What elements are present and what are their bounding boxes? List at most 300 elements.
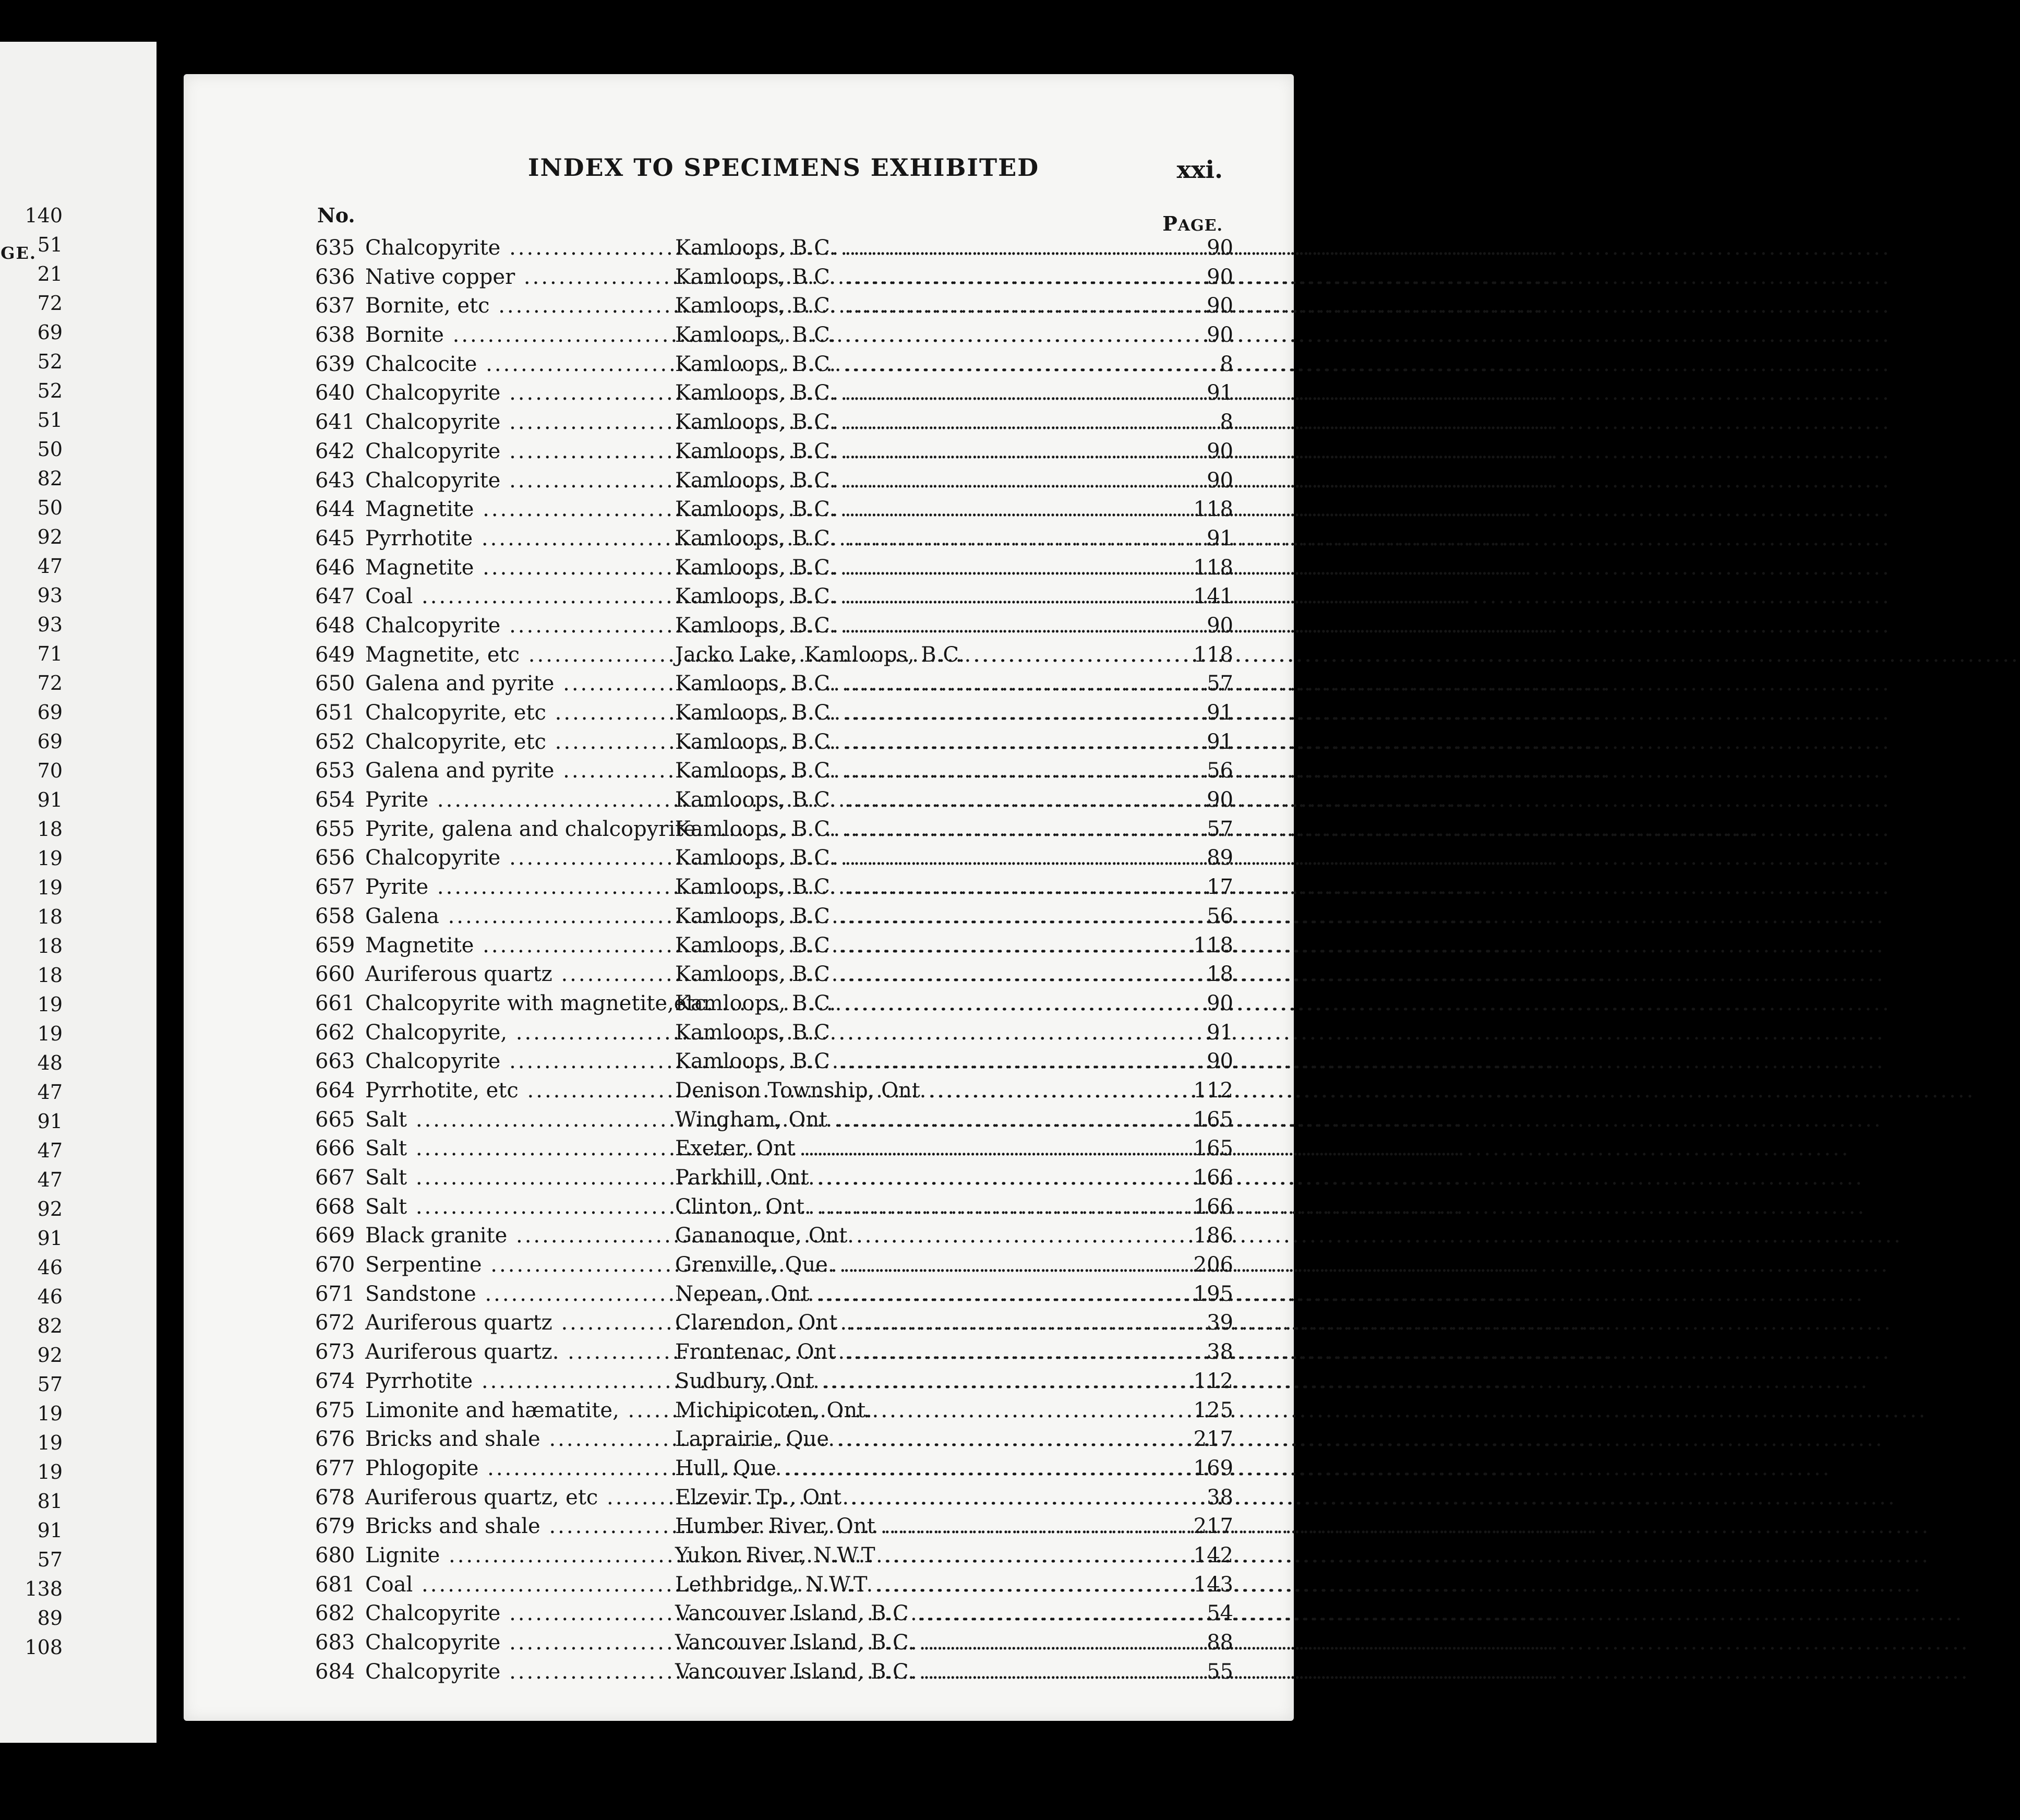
specimen-name: Chalcopyrite ..... <box>365 1629 673 1658</box>
left-page-number: 57 <box>37 1548 63 1571</box>
left-page-number: 69 <box>37 730 63 753</box>
index-entry <box>315 1483 1233 1513</box>
page-reference: 8 <box>1220 410 1233 435</box>
entry-number: 683 <box>315 1631 355 1655</box>
specimen-name: Chalcopyrite ..... <box>365 1047 673 1076</box>
page-reference: 166 <box>1193 1166 1233 1190</box>
specimen-location: Humber River, Ont ..... <box>675 1512 1176 1541</box>
page-reference: 112 <box>1193 1078 1233 1103</box>
entry-number: 641 <box>315 410 355 435</box>
entry-number: 670 <box>315 1253 355 1277</box>
left-page-number: 19 <box>37 1431 63 1454</box>
entry-number: 648 <box>315 613 355 638</box>
page-reference: 90 <box>1207 613 1233 638</box>
page-reference: 91 <box>1207 381 1233 405</box>
specimen-name: Bornite ..... <box>365 321 673 350</box>
specimen-name: Pyrite, galena and chalcopyrite. ..... <box>365 815 673 844</box>
specimen-name: Chalcopyrite ..... <box>365 234 673 263</box>
left-page-number: 92 <box>37 1198 63 1220</box>
page-reference: 88 <box>1207 1631 1233 1655</box>
index-entry <box>315 1599 1233 1629</box>
left-page-number: 138 <box>25 1577 63 1600</box>
index-entry <box>315 960 1233 989</box>
left-page-header-fragment: GE. <box>1 243 37 263</box>
index-entry <box>315 1425 1233 1454</box>
entry-number: 643 <box>315 468 355 493</box>
specimen-name: Black granite ..... <box>365 1222 673 1251</box>
index-entry <box>315 1338 1233 1367</box>
specimen-location: Jacko Lake, Kamloops, B.C. ..... <box>675 641 1176 670</box>
entry-number: 656 <box>315 846 355 870</box>
index-entry <box>315 1396 1233 1426</box>
page-reference: 38 <box>1207 1340 1233 1364</box>
index-entry <box>315 292 1233 321</box>
left-page-number: 18 <box>37 905 63 928</box>
specimen-name: Lignite ..... <box>365 1541 673 1571</box>
page-reference: 91 <box>1207 701 1233 725</box>
page-reference: 90 <box>1207 788 1233 812</box>
left-page-number: 19 <box>37 993 63 1016</box>
index-entry <box>315 641 1233 670</box>
entry-number: 674 <box>315 1369 355 1393</box>
index-entry <box>315 1106 1233 1135</box>
specimen-name: Limonite and hæmatite, ..... <box>365 1396 673 1426</box>
page-reference: 38 <box>1207 1485 1233 1510</box>
index-entry <box>315 1134 1233 1164</box>
left-page-number: 51 <box>37 233 63 256</box>
entry-number: 640 <box>315 381 355 405</box>
index-entry <box>315 902 1233 931</box>
left-page-number: 91 <box>37 1227 63 1250</box>
specimen-name: Chalcopyrite, etc ..... <box>365 728 673 757</box>
specimen-location: Vancouver Island, B.C. ..... <box>675 1658 1176 1687</box>
index-entry <box>315 1019 1233 1048</box>
left-page-number: 57 <box>37 1373 63 1396</box>
left-page-number-column <box>0 201 63 1662</box>
specimen-name: Bornite, etc ..... <box>365 292 673 321</box>
index-entry <box>315 234 1233 263</box>
specimen-name: Chalcopyrite ..... <box>365 379 673 408</box>
index-entry <box>315 1280 1233 1309</box>
entry-number: 649 <box>315 642 355 667</box>
index-entry <box>315 786 1233 815</box>
left-page-number: 70 <box>37 759 63 782</box>
page-reference: 165 <box>1193 1107 1233 1132</box>
left-page-number: 69 <box>37 701 63 724</box>
index-entry <box>315 699 1233 728</box>
specimen-location: Kamloops, B.C. ..... <box>675 989 1176 1019</box>
entry-number: 655 <box>315 817 355 841</box>
specimen-location: Elzevir Tp., Ont ..... <box>675 1483 1176 1513</box>
entry-number: 678 <box>315 1485 355 1510</box>
left-page-number: 18 <box>37 935 63 957</box>
page-reference: 169 <box>1193 1456 1233 1480</box>
index-entry <box>315 1193 1233 1222</box>
specimen-location: Clinton, Ont. ..... <box>675 1193 1176 1222</box>
page-reference: 141 <box>1193 584 1233 609</box>
left-page-number: 50 <box>37 438 63 461</box>
specimen-location: Kamloops, B.C. ..... <box>675 669 1176 699</box>
specimen-location: Laprairie, Que ..... <box>675 1425 1176 1454</box>
index-page <box>184 74 1294 1721</box>
specimen-name: Chalcopyrite, etc ..... <box>365 699 673 728</box>
entry-number: 662 <box>315 1020 355 1045</box>
page-reference: 57 <box>1207 672 1233 696</box>
left-page-number: 52 <box>37 379 63 402</box>
page-reference: 18 <box>1207 962 1233 987</box>
specimen-name: Pyrite ..... <box>365 873 673 902</box>
specimen-name: Magnetite ..... <box>365 931 673 961</box>
entry-number: 659 <box>315 933 355 957</box>
page-reference: 118 <box>1193 933 1233 957</box>
entry-number: 644 <box>315 497 355 522</box>
page-reference: 17 <box>1207 875 1233 900</box>
left-page-number: 82 <box>37 467 63 490</box>
entry-number: 637 <box>315 294 355 318</box>
specimen-location: Kamloops, B.C. ..... <box>675 728 1176 757</box>
entry-number: 651 <box>315 701 355 725</box>
specimen-location: Kamloops, B.C ..... <box>675 960 1176 989</box>
left-page-number: 93 <box>37 584 63 607</box>
left-page-number: 93 <box>37 613 63 636</box>
index-entry <box>315 873 1233 902</box>
index-entry <box>315 1367 1233 1396</box>
page-reference: 186 <box>1193 1224 1233 1248</box>
entry-number: 645 <box>315 526 355 550</box>
index-entry <box>315 554 1233 583</box>
specimen-location: Kamloops, B.C. ..... <box>675 408 1176 437</box>
specimen-name: Galena ..... <box>365 902 673 931</box>
specimen-location: Yukon River, N.W.T ..... <box>675 1541 1176 1571</box>
entry-number: 671 <box>315 1282 355 1306</box>
page-reference: 118 <box>1193 497 1233 522</box>
specimen-name: Chalcopyrite ..... <box>365 844 673 873</box>
specimen-name: Serpentine ..... <box>365 1251 673 1280</box>
specimen-location: Kamloops, B.C. ..... <box>675 757 1176 786</box>
index-entry <box>315 408 1233 437</box>
entry-number: 665 <box>315 1107 355 1132</box>
entry-number: 682 <box>315 1601 355 1626</box>
specimen-name: Magnetite ..... <box>365 554 673 583</box>
left-page-number: 47 <box>37 1168 63 1191</box>
left-page-number: 81 <box>37 1490 63 1513</box>
left-page-number: 69 <box>37 321 63 344</box>
page-reference: 56 <box>1207 904 1233 928</box>
specimen-location: Kamloops, B.C. ..... <box>675 815 1176 844</box>
specimen-location: Kamloops, B.C. ..... <box>675 263 1176 292</box>
specimen-name: Chalcopyrite ..... <box>365 612 673 641</box>
page-reference: 206 <box>1193 1253 1233 1277</box>
left-page-number: 18 <box>37 964 63 987</box>
page-reference: 39 <box>1207 1311 1233 1335</box>
entry-number: 673 <box>315 1340 355 1364</box>
left-page-number: 140 <box>25 204 63 227</box>
entry-number: 657 <box>315 875 355 900</box>
page-reference: 142 <box>1193 1543 1233 1567</box>
entry-number: 668 <box>315 1194 355 1219</box>
left-page-fragment <box>0 42 157 1743</box>
entry-number: 664 <box>315 1078 355 1103</box>
entry-number: 638 <box>315 323 355 348</box>
folio-number: xxi. <box>1176 155 1223 184</box>
page-reference: 55 <box>1207 1659 1233 1684</box>
page-reference: 166 <box>1193 1194 1233 1219</box>
page-reference: 143 <box>1193 1572 1233 1597</box>
left-page-number: 46 <box>37 1256 63 1279</box>
page-reference: 118 <box>1193 555 1233 580</box>
left-page-number: 48 <box>37 1051 63 1074</box>
entry-number: 681 <box>315 1572 355 1597</box>
page-reference: 217 <box>1193 1514 1233 1539</box>
entry-number: 654 <box>315 788 355 812</box>
index-entry <box>315 321 1233 350</box>
specimen-name: Salt ..... <box>365 1106 673 1135</box>
left-page-number: 19 <box>37 847 63 870</box>
specimen-location: Kamloops, B.C. ..... <box>675 466 1176 496</box>
entry-number: 639 <box>315 352 355 376</box>
entry-number: 658 <box>315 904 355 928</box>
index-entry <box>315 1076 1233 1106</box>
page-reference: 91 <box>1207 526 1233 550</box>
entry-number: 647 <box>315 584 355 609</box>
left-page-number: 82 <box>37 1314 63 1337</box>
specimen-location: Nepean, Ont ..... <box>675 1280 1176 1309</box>
specimen-name: Auriferous quartz ..... <box>365 960 673 989</box>
specimen-location: Sudbury, Ont ..... <box>675 1367 1176 1396</box>
specimen-location: Kamloops, B.C. ..... <box>675 437 1176 466</box>
index-entry <box>315 1251 1233 1280</box>
specimen-name: Chalcopyrite ..... <box>365 466 673 496</box>
left-page-number: 19 <box>37 1022 63 1045</box>
specimen-name: Pyrite ..... <box>365 786 673 815</box>
specimen-name: Chalcopyrite ..... <box>365 437 673 466</box>
specimen-name: Coal ..... <box>365 1571 673 1600</box>
left-page-number: 47 <box>37 1081 63 1104</box>
page-reference: 90 <box>1207 323 1233 348</box>
page-reference: 57 <box>1207 817 1233 841</box>
page-reference: 89 <box>1207 846 1233 870</box>
left-page-number: 72 <box>37 292 63 315</box>
specimen-location: Kamloops, B.C ..... <box>675 931 1176 961</box>
index-entries <box>315 234 1233 1686</box>
page-reference: 54 <box>1207 1601 1233 1626</box>
left-page-number: 91 <box>37 788 63 811</box>
specimen-location: Kamloops, B.C. ..... <box>675 612 1176 641</box>
entry-number: 663 <box>315 1049 355 1074</box>
left-page-number: 21 <box>37 262 63 285</box>
page-reference: 91 <box>1207 729 1233 754</box>
page-reference: 90 <box>1207 236 1233 260</box>
specimen-name: Bricks and shale ..... <box>365 1425 673 1454</box>
specimen-location: Kamloops, B.C ..... <box>675 902 1176 931</box>
entry-number: 679 <box>315 1514 355 1539</box>
entry-number: 652 <box>315 729 355 754</box>
specimen-name: Magnetite ..... <box>365 495 673 524</box>
page-reference: 90 <box>1207 991 1233 1015</box>
entry-number: 653 <box>315 759 355 783</box>
index-entry <box>315 1512 1233 1541</box>
specimen-location: Kamloops, B.C. ..... <box>675 554 1176 583</box>
specimen-location: Hull, Que ..... <box>675 1454 1176 1483</box>
specimen-name: Pyrrhotite ..... <box>365 1367 673 1396</box>
page-reference: 165 <box>1193 1136 1233 1161</box>
left-page-number: 89 <box>37 1607 63 1630</box>
index-entry <box>315 1541 1233 1571</box>
index-entry <box>315 844 1233 873</box>
specimen-location: Kamloops, B.C. ..... <box>675 524 1176 554</box>
page-reference: 125 <box>1193 1398 1233 1422</box>
index-entry <box>315 1658 1233 1687</box>
index-entry <box>315 931 1233 961</box>
specimen-name: Chalcopyrite ..... <box>365 1599 673 1629</box>
specimen-name: Galena and pyrite ..... <box>365 669 673 699</box>
specimen-name: Pyrrhotite ..... <box>365 524 673 554</box>
specimen-location: Kamloops, B.C. ..... <box>675 350 1176 379</box>
page-reference: 118 <box>1193 642 1233 667</box>
specimen-name: Bricks and shale ..... <box>365 1512 673 1541</box>
specimen-location: Parkhill, Ont ..... <box>675 1164 1176 1193</box>
left-page-number: 92 <box>37 1344 63 1367</box>
left-page-number: 18 <box>37 818 63 841</box>
left-page-number: 91 <box>37 1110 63 1133</box>
specimen-location: Wingham, Ont ..... <box>675 1106 1176 1135</box>
left-page-number: 71 <box>37 642 63 665</box>
left-page-number: 47 <box>37 1139 63 1162</box>
specimen-name: Chalcocite ..... <box>365 350 673 379</box>
page-reference: 90 <box>1207 468 1233 493</box>
specimen-name: Auriferous quartz, etc ..... <box>365 1483 673 1513</box>
index-entry <box>315 582 1233 612</box>
left-page-number: 19 <box>37 1402 63 1425</box>
index-entry <box>315 669 1233 699</box>
specimen-location: Denison Township, Ont ..... <box>675 1076 1176 1106</box>
left-page-number: 51 <box>37 409 63 432</box>
page-reference: 90 <box>1207 1049 1233 1074</box>
specimen-location: Kamloops, B.C. ..... <box>675 495 1176 524</box>
index-entry <box>315 728 1233 757</box>
left-page-number: 19 <box>37 876 63 899</box>
entry-number: 684 <box>315 1659 355 1684</box>
entry-number: 661 <box>315 991 355 1015</box>
specimen-name: Native copper ..... <box>365 263 673 292</box>
index-entry <box>315 757 1233 786</box>
specimen-name: Chalcopyrite with magnetite,etc. ..... <box>365 989 673 1019</box>
page-reference: 195 <box>1193 1282 1233 1306</box>
index-entry <box>315 989 1233 1019</box>
index-entry <box>315 1164 1233 1193</box>
specimen-name: Auriferous quartz. ..... <box>365 1338 673 1367</box>
left-page-number: 47 <box>37 555 63 578</box>
page-reference: 90 <box>1207 439 1233 463</box>
left-page-number: 50 <box>37 496 63 519</box>
entry-number: 675 <box>315 1398 355 1422</box>
index-entry <box>315 437 1233 466</box>
entry-number: 660 <box>315 962 355 987</box>
specimen-location: Kamloops, B.C. ..... <box>675 873 1176 902</box>
entry-number: 672 <box>315 1311 355 1335</box>
specimen-location: Kamloops, B.C. ..... <box>675 844 1176 873</box>
specimen-name: Magnetite, etc ..... <box>365 641 673 670</box>
specimen-name: Chalcopyrite, ..... <box>365 1019 673 1048</box>
index-entry <box>315 524 1233 554</box>
page-reference: 90 <box>1207 294 1233 318</box>
page-reference: 90 <box>1207 265 1233 289</box>
specimen-name: Phlogopite ..... <box>365 1454 673 1483</box>
page-reference: 56 <box>1207 759 1233 783</box>
index-entry <box>315 1454 1233 1483</box>
specimen-location: Grenville, Que. ..... <box>675 1251 1176 1280</box>
specimen-name: Salt ..... <box>365 1134 673 1164</box>
index-entry <box>315 1222 1233 1251</box>
entry-number: 642 <box>315 439 355 463</box>
specimen-location: Vancouver Island, B.C. ..... <box>675 1629 1176 1658</box>
specimen-location: Michipicoten, Ont. ..... <box>675 1396 1176 1426</box>
left-page-number: 108 <box>25 1636 63 1659</box>
column-header-page-rest: AGE. <box>1177 217 1223 235</box>
left-page-number: 52 <box>37 350 63 373</box>
index-entry <box>315 350 1233 379</box>
specimen-location: Lethbridge, N.W.T ..... <box>675 1571 1176 1600</box>
entry-number: 676 <box>315 1427 355 1452</box>
index-entry <box>315 379 1233 408</box>
specimen-name: Coal ..... <box>365 582 673 612</box>
entry-number: 635 <box>315 236 355 260</box>
column-header-no: No. <box>317 203 355 227</box>
specimen-location: Kamloops, B.C. ..... <box>675 379 1176 408</box>
entry-number: 636 <box>315 265 355 289</box>
column-header-page <box>1162 212 1223 235</box>
entry-number: 669 <box>315 1224 355 1248</box>
entry-number: 646 <box>315 555 355 580</box>
entry-number: 667 <box>315 1166 355 1190</box>
left-page-number: 72 <box>37 672 63 695</box>
page-reference: 112 <box>1193 1369 1233 1393</box>
index-entry <box>315 466 1233 496</box>
left-page-number: 91 <box>37 1519 63 1542</box>
specimen-location: Kamloops, B.C ..... <box>675 1019 1176 1048</box>
specimen-location: Kamloops, B.C. ..... <box>675 699 1176 728</box>
page-reference: 217 <box>1193 1427 1233 1452</box>
specimen-location: Kamloops, B.C. ..... <box>675 234 1176 263</box>
left-page-number: 92 <box>37 525 63 548</box>
specimen-location: Vancouver Island, B.C ..... <box>675 1599 1176 1629</box>
index-entry <box>315 612 1233 641</box>
index-entry <box>315 815 1233 844</box>
specimen-name: Auriferous quartz ..... <box>365 1309 673 1338</box>
entry-number: 680 <box>315 1543 355 1567</box>
specimen-name: Sandstone ..... <box>365 1280 673 1309</box>
index-entry <box>315 1629 1233 1658</box>
entry-number: 650 <box>315 672 355 696</box>
index-entry <box>315 495 1233 524</box>
index-entry <box>315 1309 1233 1338</box>
specimen-location: Exeter, Ont ..... <box>675 1134 1176 1164</box>
specimen-name: Galena and pyrite ..... <box>365 757 673 786</box>
index-entry <box>315 1047 1233 1076</box>
index-entry <box>315 1571 1233 1600</box>
left-page-number: 46 <box>37 1285 63 1308</box>
specimen-name: Pyrrhotite, etc ..... <box>365 1076 673 1106</box>
page-reference: 8 <box>1220 352 1233 376</box>
page-reference: 91 <box>1207 1020 1233 1045</box>
specimen-location: Frontenac, Ont ..... <box>675 1338 1176 1367</box>
column-header-page-initial: P <box>1162 212 1178 235</box>
entry-number: 677 <box>315 1456 355 1480</box>
entry-number: 666 <box>315 1136 355 1161</box>
specimen-location: Kamloops, B.C. ..... <box>675 582 1176 612</box>
specimen-name: Chalcopyrite ..... <box>365 408 673 437</box>
running-title: INDEX TO SPECIMENS EXHIBITED <box>528 153 1040 182</box>
